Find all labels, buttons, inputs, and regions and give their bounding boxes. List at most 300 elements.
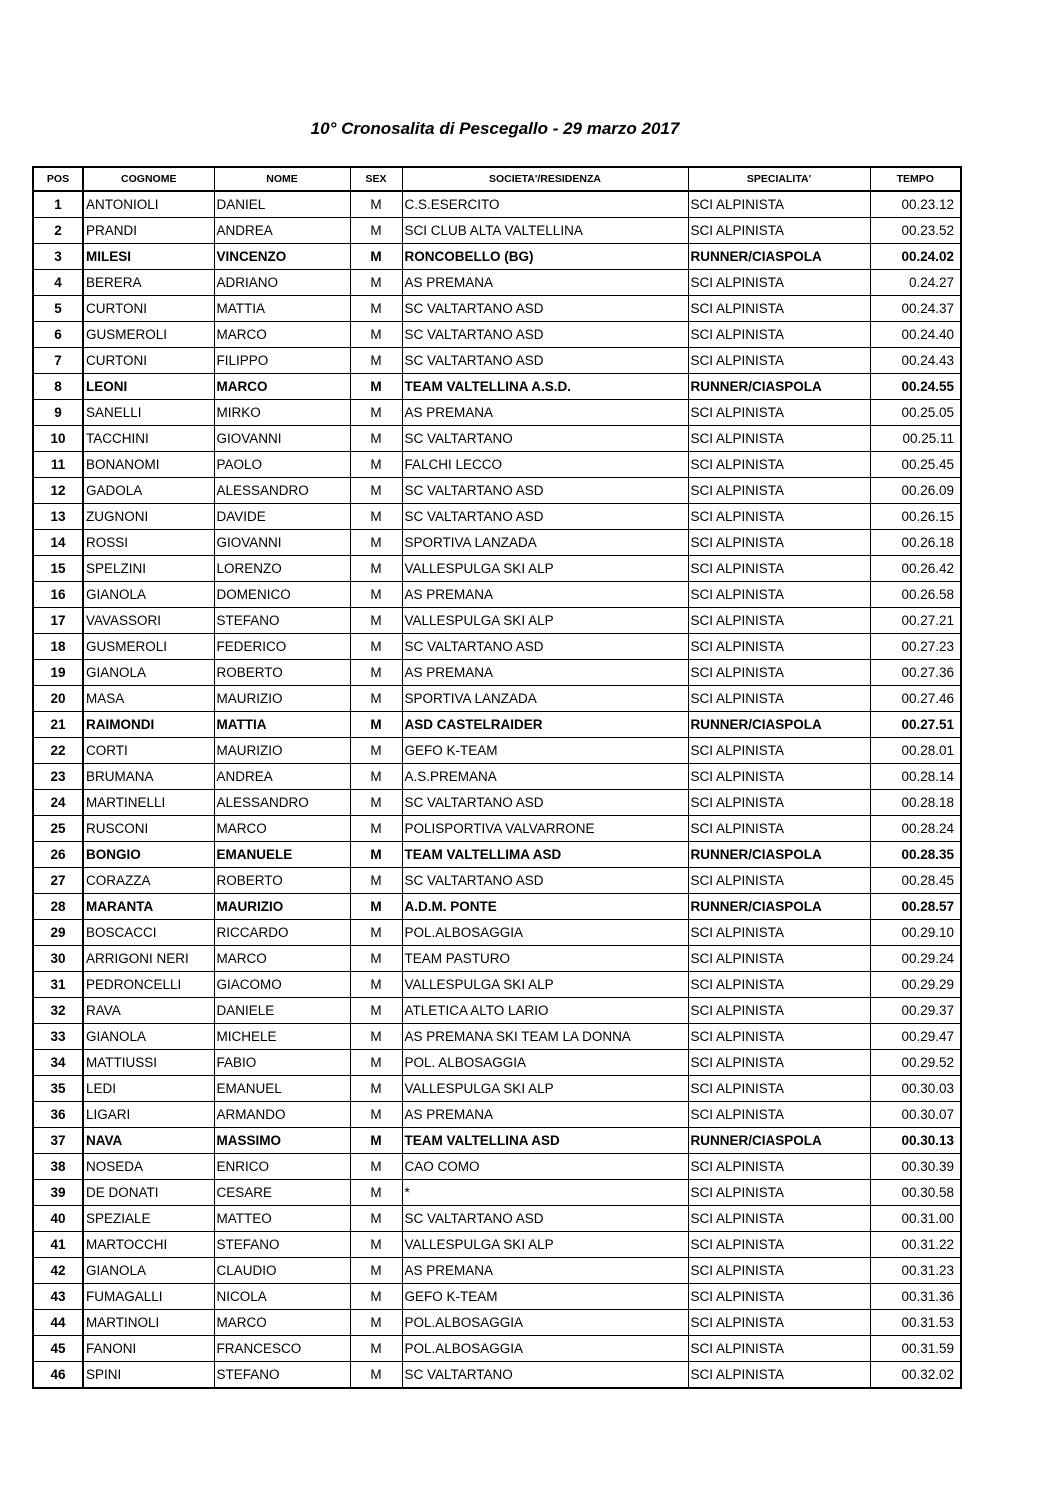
cell-nome: MATTEO: [214, 1206, 350, 1232]
cell-societa: SC VALTARTANO ASD: [402, 790, 688, 816]
cell-specialita: RUNNER/CIASPOLA: [688, 842, 870, 868]
cell-nome: NICOLA: [214, 1284, 350, 1310]
cell-cognome: BOSCACCI: [83, 920, 214, 946]
cell-specialita: SCI ALPINISTA: [688, 608, 870, 634]
table-row: [33, 738, 961, 764]
cell-nome: MAURIZIO: [214, 738, 350, 764]
cell-specialita: SCI ALPINISTA: [688, 868, 870, 894]
cell-cognome: SANELLI: [83, 400, 214, 426]
table-row: [33, 1206, 961, 1232]
cell-cognome: LEDI: [83, 1076, 214, 1102]
cell-nome: ANDREA: [214, 218, 350, 244]
cell-nome: EMANUELE: [214, 842, 350, 868]
cell-nome: RICCARDO: [214, 920, 350, 946]
cell-sex: M: [350, 842, 402, 868]
table-row: [33, 530, 961, 556]
cell-specialita: SCI ALPINISTA: [688, 296, 870, 322]
cell-specialita: SCI ALPINISTA: [688, 972, 870, 998]
cell-tempo: 00.24.43: [870, 348, 961, 374]
cell-cognome: MATTIUSSI: [83, 1050, 214, 1076]
cell-tempo: 00.24.02: [870, 244, 961, 270]
cell-sex: M: [350, 686, 402, 712]
cell-societa: ASD CASTELRAIDER: [402, 712, 688, 738]
cell-tempo: 00.24.55: [870, 374, 961, 400]
cell-cognome: GIANOLA: [83, 1024, 214, 1050]
table-row: [33, 816, 961, 842]
cell-pos: 3: [33, 244, 83, 270]
cell-societa: A.D.M. PONTE: [402, 894, 688, 920]
cell-tempo: 00.29.52: [870, 1050, 961, 1076]
table-row: [33, 894, 961, 920]
cell-societa: SC VALTARTANO: [402, 426, 688, 452]
cell-cognome: LIGARI: [83, 1102, 214, 1128]
table-row: [33, 374, 961, 400]
cell-sex: M: [350, 1102, 402, 1128]
cell-pos: 34: [33, 1050, 83, 1076]
cell-tempo: 00.26.09: [870, 478, 961, 504]
cell-specialita: SCI ALPINISTA: [688, 1232, 870, 1258]
cell-tempo: 00.28.35: [870, 842, 961, 868]
cell-specialita: SCI ALPINISTA: [688, 1024, 870, 1050]
cell-societa: SC VALTARTANO ASD: [402, 322, 688, 348]
cell-nome: MARCO: [214, 374, 350, 400]
cell-sex: M: [350, 582, 402, 608]
cell-societa: POL.ALBOSAGGIA: [402, 1310, 688, 1336]
cell-sex: M: [350, 191, 402, 218]
cell-pos: 9: [33, 400, 83, 426]
cell-cognome: CORAZZA: [83, 868, 214, 894]
cell-specialita: SCI ALPINISTA: [688, 452, 870, 478]
header-specialita: SPECIALITA': [688, 167, 870, 191]
cell-tempo: 00.32.02: [870, 1362, 961, 1389]
cell-tempo: 00.30.13: [870, 1128, 961, 1154]
cell-tempo: 00.29.47: [870, 1024, 961, 1050]
cell-cognome: GIANOLA: [83, 582, 214, 608]
cell-societa: VALLESPULGA SKI ALP: [402, 1232, 688, 1258]
table-row: [33, 712, 961, 738]
cell-cognome: RAVA: [83, 998, 214, 1024]
header-nome: NOME: [214, 167, 350, 191]
cell-nome: DANIEL: [214, 191, 350, 218]
cell-pos: 4: [33, 270, 83, 296]
cell-specialita: RUNNER/CIASPOLA: [688, 1128, 870, 1154]
cell-sex: M: [350, 374, 402, 400]
table-header-row: [33, 167, 961, 191]
cell-nome: FEDERICO: [214, 634, 350, 660]
cell-specialita: SCI ALPINISTA: [688, 660, 870, 686]
header-tempo: TEMPO: [870, 167, 961, 191]
cell-pos: 14: [33, 530, 83, 556]
cell-cognome: GIANOLA: [83, 660, 214, 686]
cell-specialita: SCI ALPINISTA: [688, 348, 870, 374]
table-row: [33, 270, 961, 296]
cell-sex: M: [350, 998, 402, 1024]
cell-nome: ROBERTO: [214, 868, 350, 894]
cell-cognome: BONGIO: [83, 842, 214, 868]
cell-tempo: 00.31.22: [870, 1232, 961, 1258]
table-row: [33, 842, 961, 868]
cell-specialita: SCI ALPINISTA: [688, 764, 870, 790]
cell-sex: M: [350, 504, 402, 530]
cell-pos: 12: [33, 478, 83, 504]
cell-pos: 30: [33, 946, 83, 972]
cell-tempo: 00.29.37: [870, 998, 961, 1024]
cell-pos: 40: [33, 1206, 83, 1232]
cell-sex: M: [350, 738, 402, 764]
cell-societa: SC VALTARTANO ASD: [402, 868, 688, 894]
cell-societa: TEAM VALTELLINA ASD: [402, 1128, 688, 1154]
cell-specialita: SCI ALPINISTA: [688, 634, 870, 660]
cell-tempo: 00.25.45: [870, 452, 961, 478]
cell-nome: VINCENZO: [214, 244, 350, 270]
cell-pos: 15: [33, 556, 83, 582]
table-row: [33, 686, 961, 712]
cell-tempo: 00.28.14: [870, 764, 961, 790]
table-row: [33, 452, 961, 478]
cell-pos: 31: [33, 972, 83, 998]
cell-tempo: 00.28.45: [870, 868, 961, 894]
cell-tempo: 00.25.05: [870, 400, 961, 426]
cell-tempo: 00.31.23: [870, 1258, 961, 1284]
cell-cognome: CURTONI: [83, 348, 214, 374]
cell-pos: 39: [33, 1180, 83, 1206]
cell-specialita: SCI ALPINISTA: [688, 582, 870, 608]
cell-tempo: 00.31.00: [870, 1206, 961, 1232]
table-row: [33, 608, 961, 634]
table-row: [33, 322, 961, 348]
cell-cognome: FUMAGALLI: [83, 1284, 214, 1310]
cell-cognome: SPELZINI: [83, 556, 214, 582]
cell-nome: GIACOMO: [214, 972, 350, 998]
header-cognome: COGNOME: [83, 167, 214, 191]
cell-cognome: VAVASSORI: [83, 608, 214, 634]
cell-sex: M: [350, 1076, 402, 1102]
cell-pos: 42: [33, 1258, 83, 1284]
cell-nome: MATTIA: [214, 712, 350, 738]
results-table: [32, 166, 962, 1389]
table-row: [33, 634, 961, 660]
cell-cognome: TACCHINI: [83, 426, 214, 452]
cell-tempo: 00.28.01: [870, 738, 961, 764]
cell-nome: DANIELE: [214, 998, 350, 1024]
table-row: [33, 1180, 961, 1206]
cell-sex: M: [350, 920, 402, 946]
cell-cognome: BRUMANA: [83, 764, 214, 790]
cell-specialita: RUNNER/CIASPOLA: [688, 894, 870, 920]
cell-societa: SC VALTARTANO ASD: [402, 1206, 688, 1232]
cell-specialita: SCI ALPINISTA: [688, 1180, 870, 1206]
cell-nome: MAURIZIO: [214, 686, 350, 712]
cell-tempo: 00.31.36: [870, 1284, 961, 1310]
cell-cognome: CURTONI: [83, 296, 214, 322]
cell-sex: M: [350, 296, 402, 322]
cell-pos: 46: [33, 1362, 83, 1389]
cell-specialita: SCI ALPINISTA: [688, 270, 870, 296]
cell-cognome: GUSMEROLI: [83, 634, 214, 660]
cell-pos: 23: [33, 764, 83, 790]
cell-specialita: SCI ALPINISTA: [688, 1206, 870, 1232]
cell-cognome: MARTOCCHI: [83, 1232, 214, 1258]
cell-specialita: SCI ALPINISTA: [688, 1102, 870, 1128]
cell-societa: POL.ALBOSAGGIA: [402, 1336, 688, 1362]
header-pos: POS: [33, 167, 83, 191]
cell-pos: 26: [33, 842, 83, 868]
cell-pos: 6: [33, 322, 83, 348]
cell-nome: ROBERTO: [214, 660, 350, 686]
cell-tempo: 00.26.58: [870, 582, 961, 608]
cell-tempo: 00.24.40: [870, 322, 961, 348]
cell-societa: TEAM VALTELLIMA ASD: [402, 842, 688, 868]
cell-sex: M: [350, 1050, 402, 1076]
cell-cognome: GIANOLA: [83, 1258, 214, 1284]
cell-sex: M: [350, 1206, 402, 1232]
cell-societa: AS PREMANA SKI TEAM LA DONNA: [402, 1024, 688, 1050]
cell-cognome: MASA: [83, 686, 214, 712]
table-row: [33, 764, 961, 790]
cell-tempo: 00.26.18: [870, 530, 961, 556]
cell-societa: SC VALTARTANO ASD: [402, 348, 688, 374]
table-row: [33, 244, 961, 270]
cell-sex: M: [350, 478, 402, 504]
cell-nome: STEFANO: [214, 1362, 350, 1389]
cell-societa: AS PREMANA: [402, 270, 688, 296]
cell-tempo: 00.30.58: [870, 1180, 961, 1206]
table-row: [33, 504, 961, 530]
cell-cognome: NAVA: [83, 1128, 214, 1154]
cell-nome: DAVIDE: [214, 504, 350, 530]
cell-tempo: 00.29.29: [870, 972, 961, 998]
table-row: [33, 191, 961, 218]
cell-nome: ANDREA: [214, 764, 350, 790]
table-row: [33, 556, 961, 582]
cell-societa: SCI CLUB ALTA VALTELLINA: [402, 218, 688, 244]
cell-pos: 29: [33, 920, 83, 946]
cell-pos: 22: [33, 738, 83, 764]
cell-tempo: 00.25.11: [870, 426, 961, 452]
cell-specialita: SCI ALPINISTA: [688, 1310, 870, 1336]
cell-nome: ENRICO: [214, 1154, 350, 1180]
cell-sex: M: [350, 1154, 402, 1180]
cell-societa: SC VALTARTANO ASD: [402, 478, 688, 504]
cell-cognome: SPINI: [83, 1362, 214, 1389]
cell-societa: SC VALTARTANO ASD: [402, 504, 688, 530]
cell-societa: AS PREMANA: [402, 660, 688, 686]
cell-societa: RONCOBELLO (BG): [402, 244, 688, 270]
cell-cognome: MARTINELLI: [83, 790, 214, 816]
cell-tempo: 00.29.10: [870, 920, 961, 946]
cell-tempo: 00.27.23: [870, 634, 961, 660]
cell-pos: 2: [33, 218, 83, 244]
cell-specialita: RUNNER/CIASPOLA: [688, 244, 870, 270]
cell-cognome: MARANTA: [83, 894, 214, 920]
cell-societa: AS PREMANA: [402, 582, 688, 608]
table-row: [33, 218, 961, 244]
cell-nome: FRANCESCO: [214, 1336, 350, 1362]
cell-societa: TEAM PASTURO: [402, 946, 688, 972]
cell-specialita: SCI ALPINISTA: [688, 322, 870, 348]
cell-nome: MARCO: [214, 322, 350, 348]
cell-nome: MIRKO: [214, 400, 350, 426]
cell-pos: 16: [33, 582, 83, 608]
cell-sex: M: [350, 608, 402, 634]
cell-sex: M: [350, 426, 402, 452]
cell-tempo: 00.23.52: [870, 218, 961, 244]
cell-cognome: DE DONATI: [83, 1180, 214, 1206]
cell-cognome: MARTINOLI: [83, 1310, 214, 1336]
cell-nome: MATTIA: [214, 296, 350, 322]
cell-nome: FILIPPO: [214, 348, 350, 374]
cell-nome: ADRIANO: [214, 270, 350, 296]
cell-sex: M: [350, 946, 402, 972]
cell-specialita: SCI ALPINISTA: [688, 686, 870, 712]
cell-cognome: FANONI: [83, 1336, 214, 1362]
cell-nome: MARCO: [214, 1310, 350, 1336]
cell-sex: M: [350, 868, 402, 894]
cell-societa: TEAM VALTELLINA A.S.D.: [402, 374, 688, 400]
cell-sex: M: [350, 244, 402, 270]
cell-tempo: 00.28.18: [870, 790, 961, 816]
cell-societa: *: [402, 1180, 688, 1206]
cell-specialita: SCI ALPINISTA: [688, 1076, 870, 1102]
cell-cognome: PRANDI: [83, 218, 214, 244]
cell-cognome: GUSMEROLI: [83, 322, 214, 348]
cell-sex: M: [350, 1258, 402, 1284]
cell-societa: SPORTIVA LANZADA: [402, 530, 688, 556]
cell-sex: M: [350, 1024, 402, 1050]
cell-pos: 36: [33, 1102, 83, 1128]
cell-sex: M: [350, 348, 402, 374]
cell-sex: M: [350, 660, 402, 686]
cell-pos: 17: [33, 608, 83, 634]
cell-societa: AS PREMANA: [402, 1102, 688, 1128]
cell-pos: 37: [33, 1128, 83, 1154]
cell-sex: M: [350, 634, 402, 660]
cell-sex: M: [350, 452, 402, 478]
table-row: [33, 582, 961, 608]
cell-specialita: SCI ALPINISTA: [688, 191, 870, 218]
cell-pos: 24: [33, 790, 83, 816]
cell-sex: M: [350, 1310, 402, 1336]
cell-cognome: BONANOMI: [83, 452, 214, 478]
cell-sex: M: [350, 322, 402, 348]
cell-specialita: SCI ALPINISTA: [688, 998, 870, 1024]
table-row: [33, 660, 961, 686]
table-row: [33, 426, 961, 452]
cell-societa: VALLESPULGA SKI ALP: [402, 1076, 688, 1102]
cell-tempo: 00.28.57: [870, 894, 961, 920]
cell-pos: 35: [33, 1076, 83, 1102]
cell-pos: 7: [33, 348, 83, 374]
table-row: [33, 1284, 961, 1310]
cell-societa: SC VALTARTANO ASD: [402, 296, 688, 322]
cell-cognome: RUSCONI: [83, 816, 214, 842]
cell-cognome: LEONI: [83, 374, 214, 400]
cell-sex: M: [350, 972, 402, 998]
cell-specialita: SCI ALPINISTA: [688, 790, 870, 816]
cell-specialita: SCI ALPINISTA: [688, 738, 870, 764]
cell-tempo: 00.26.42: [870, 556, 961, 582]
cell-societa: SC VALTARTANO: [402, 1362, 688, 1389]
cell-specialita: SCI ALPINISTA: [688, 504, 870, 530]
cell-societa: ATLETICA ALTO LARIO: [402, 998, 688, 1024]
cell-specialita: SCI ALPINISTA: [688, 1284, 870, 1310]
cell-cognome: PEDRONCELLI: [83, 972, 214, 998]
cell-tempo: 00.27.21: [870, 608, 961, 634]
cell-specialita: SCI ALPINISTA: [688, 400, 870, 426]
results-body: [33, 191, 961, 1388]
cell-nome: DOMENICO: [214, 582, 350, 608]
table-row: [33, 920, 961, 946]
cell-specialita: SCI ALPINISTA: [688, 920, 870, 946]
cell-nome: GIOVANNI: [214, 426, 350, 452]
table-row: [33, 790, 961, 816]
cell-sex: M: [350, 1284, 402, 1310]
cell-tempo: 00.23.12: [870, 191, 961, 218]
cell-pos: 33: [33, 1024, 83, 1050]
table-row: [33, 1154, 961, 1180]
cell-tempo: 00.31.59: [870, 1336, 961, 1362]
cell-nome: ALESSANDRO: [214, 790, 350, 816]
cell-nome: LORENZO: [214, 556, 350, 582]
cell-tempo: 00.24.37: [870, 296, 961, 322]
cell-specialita: SCI ALPINISTA: [688, 946, 870, 972]
table-row: [33, 1024, 961, 1050]
cell-sex: M: [350, 764, 402, 790]
cell-sex: M: [350, 712, 402, 738]
cell-specialita: SCI ALPINISTA: [688, 1336, 870, 1362]
cell-specialita: SCI ALPINISTA: [688, 478, 870, 504]
cell-tempo: 00.30.39: [870, 1154, 961, 1180]
table-row: [33, 400, 961, 426]
cell-specialita: SCI ALPINISTA: [688, 1154, 870, 1180]
cell-sex: M: [350, 1336, 402, 1362]
table-row: [33, 1050, 961, 1076]
cell-sex: M: [350, 894, 402, 920]
cell-nome: MAURIZIO: [214, 894, 350, 920]
table-row: [33, 868, 961, 894]
cell-nome: FABIO: [214, 1050, 350, 1076]
cell-specialita: RUNNER/CIASPOLA: [688, 712, 870, 738]
cell-cognome: BERERA: [83, 270, 214, 296]
cell-societa: SC VALTARTANO ASD: [402, 634, 688, 660]
cell-nome: GIOVANNI: [214, 530, 350, 556]
cell-tempo: 00.28.24: [870, 816, 961, 842]
cell-sex: M: [350, 556, 402, 582]
cell-specialita: SCI ALPINISTA: [688, 1258, 870, 1284]
table-row: [33, 1232, 961, 1258]
cell-nome: STEFANO: [214, 1232, 350, 1258]
cell-pos: 27: [33, 868, 83, 894]
cell-tempo: 00.30.07: [870, 1102, 961, 1128]
cell-sex: M: [350, 1232, 402, 1258]
cell-cognome: ARRIGONI NERI: [83, 946, 214, 972]
cell-pos: 41: [33, 1232, 83, 1258]
table-row: [33, 998, 961, 1024]
cell-pos: 28: [33, 894, 83, 920]
table-row: [33, 478, 961, 504]
cell-sex: M: [350, 790, 402, 816]
cell-specialita: SCI ALPINISTA: [688, 218, 870, 244]
cell-sex: M: [350, 218, 402, 244]
table-row: [33, 946, 961, 972]
cell-tempo: 00.29.24: [870, 946, 961, 972]
cell-pos: 5: [33, 296, 83, 322]
cell-pos: 25: [33, 816, 83, 842]
cell-tempo: 00.27.46: [870, 686, 961, 712]
cell-societa: AS PREMANA: [402, 400, 688, 426]
cell-tempo: 00.26.15: [870, 504, 961, 530]
table-row: [33, 1102, 961, 1128]
